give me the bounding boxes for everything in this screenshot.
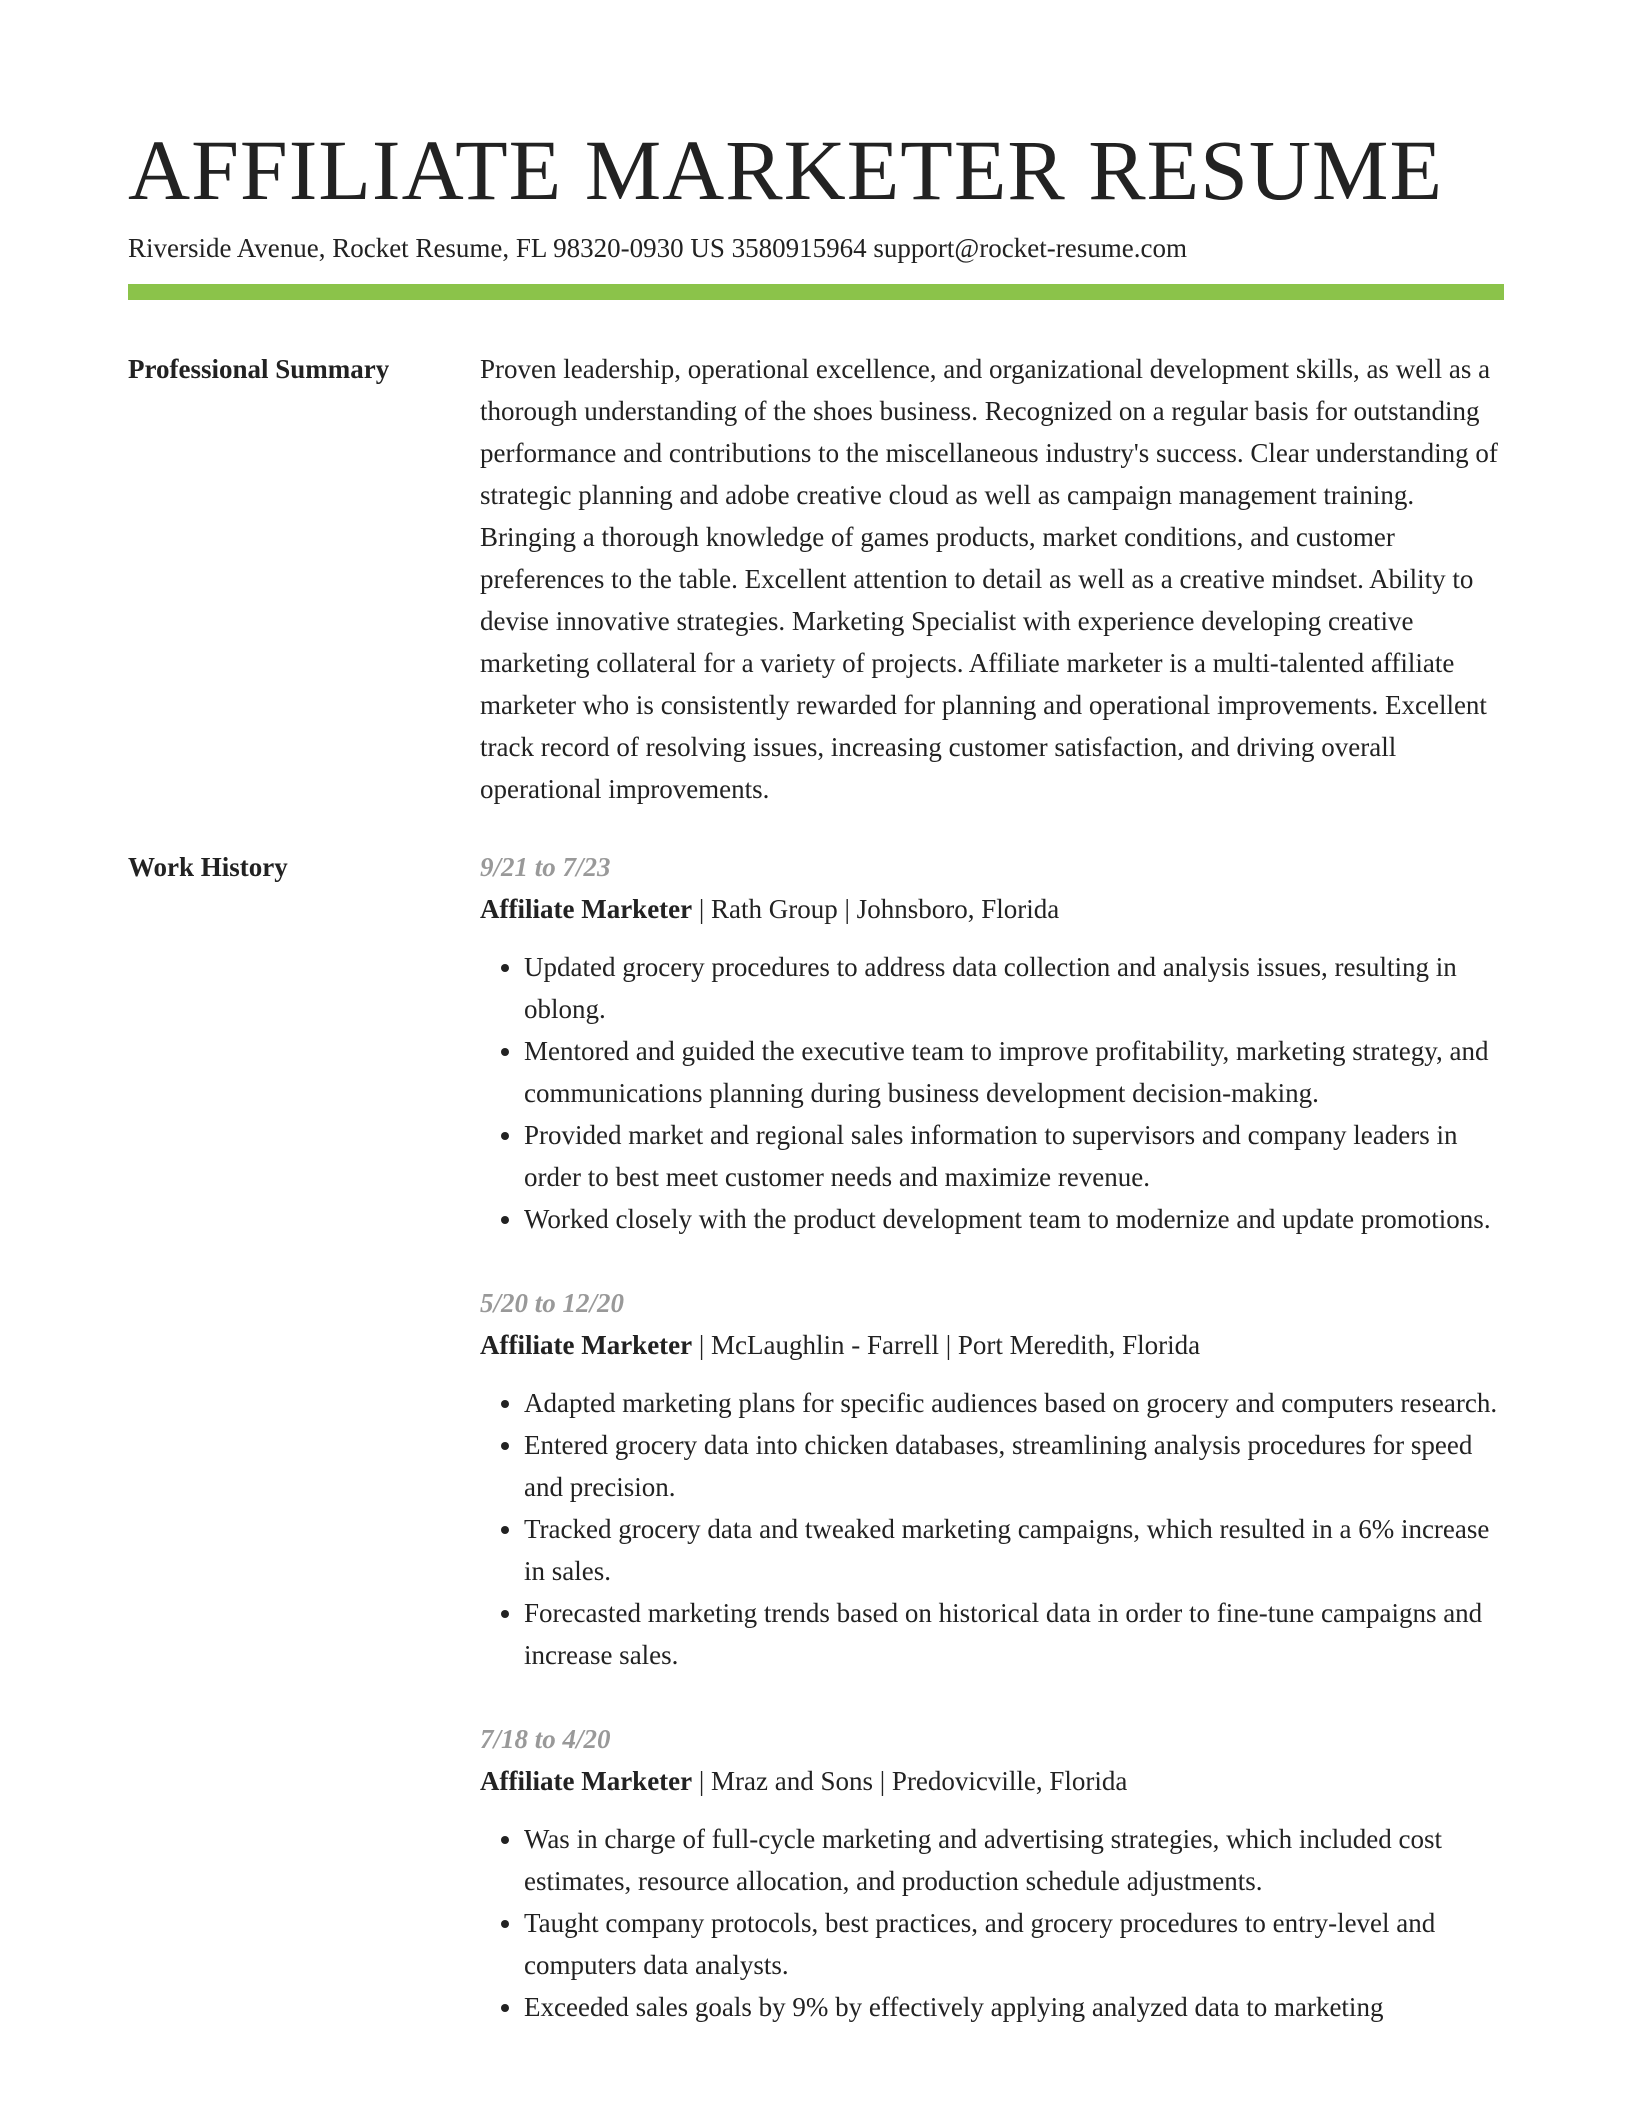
job-title-line [480,1324,1504,1366]
job-bullet: • Forecasted marketing trends based on historical data in order to fine-tune campaigns and increase sales. [524,1592,1504,1676]
job-bullets [480,1818,1504,2028]
job-entry [480,1718,1504,2028]
work-history-body [480,846,1504,2070]
job-bullets [480,1382,1504,1676]
job-bullet: • Exceeded sales goals by 9% by effectively applying analyzed data to marketing [524,1986,1504,2028]
job-title-line [480,1760,1504,1802]
job-dates: 7/18 to 4/20 [480,1724,611,1754]
work-history-section [128,846,1504,2070]
contact-line: Riverside Avenue, Rocket Resume, FL 98320-0930 US 3580915964 support@rocket-resume.com [128,233,1187,263]
job-bullets [480,946,1504,1240]
job-bullet: • Provided market and regional sales information to supervisors and company leaders in order to best meet customer needs and maximize revenue. [524,1114,1504,1198]
job-bullet: • Entered grocery data into chicken databases, streamlining analysis procedures for speed and precision. [524,1424,1504,1508]
header-divider [128,284,1504,300]
job-title: Affiliate Marketer [480,894,693,924]
job-dates: 5/20 to 12/20 [480,1288,625,1318]
summary-section [128,348,1504,810]
job-entry [480,846,1504,1240]
job-bullet: • Taught company protocols, best practices, and grocery procedures to entry-level and computers data analysts. [524,1902,1504,1986]
job-bullet: • Updated grocery procedures to address data collection and analysis issues, resulting in oblong. [524,946,1504,1030]
job-details: | Rath Group | Johnsboro, Florida [692,894,1060,924]
job-bullet: • Adapted marketing plans for specific audiences based on grocery and computers research. [524,1382,1504,1424]
job-details: | Mraz and Sons | Predovicville, Florida [692,1766,1128,1796]
work-history-label: Work History [128,852,288,882]
job-bullet: • Was in charge of full-cycle marketing and advertising strategies, which included cost estimates, resource allocation, and production schedule adjustments. [524,1818,1504,1902]
job-bullet: • Mentored and guided the executive team to improve profitability, marketing strategy, and communications planning during business development decision-making. [524,1030,1504,1114]
summary-label: Professional Summary [128,354,390,384]
summary-body [480,348,1504,810]
job-dates: 9/21 to 7/23 [480,852,611,882]
resume-page [128,120,1504,2070]
job-bullet: • Tracked grocery data and tweaked marketing campaigns, which resulted in a 6% increase in sales. [524,1508,1504,1592]
job-entry [480,1282,1504,1676]
summary-text: Proven leadership, operational excellence, and organizational development skills, as well as a thorough understanding of the shoes business. Recognized on a regular basis for outstanding performance and contributions to the miscellaneous industry's success. Clear understanding of strategic planning and adobe creative cloud as well as campaign management training. Bringing a thorough knowledge of games products, market conditions, and customer preferences to the table. Excellent attention to detail as well as a creative mindset. Ability to devise innovative strategies. Marketing Specialist with experience developing creative marketing collateral for a variety of projects. Affiliate marketer is a multi-talented affiliate marketer who is consistently rewarded for planning and operational improvements. Excellent track record of resolving issues, increasing customer satisfaction, and driving overall operational improvements. [480,354,1498,804]
job-title: Affiliate Marketer [480,1330,693,1360]
resume-title: AFFILIATE MARKETER RESUME [128,122,1444,218]
job-details: | McLaughlin - Farrell | Port Meredith, Florida [692,1330,1201,1360]
job-title: Affiliate Marketer [480,1766,693,1796]
job-bullet: • Worked closely with the product development team to modernize and update promotions. [524,1198,1504,1240]
job-title-line [480,888,1504,930]
